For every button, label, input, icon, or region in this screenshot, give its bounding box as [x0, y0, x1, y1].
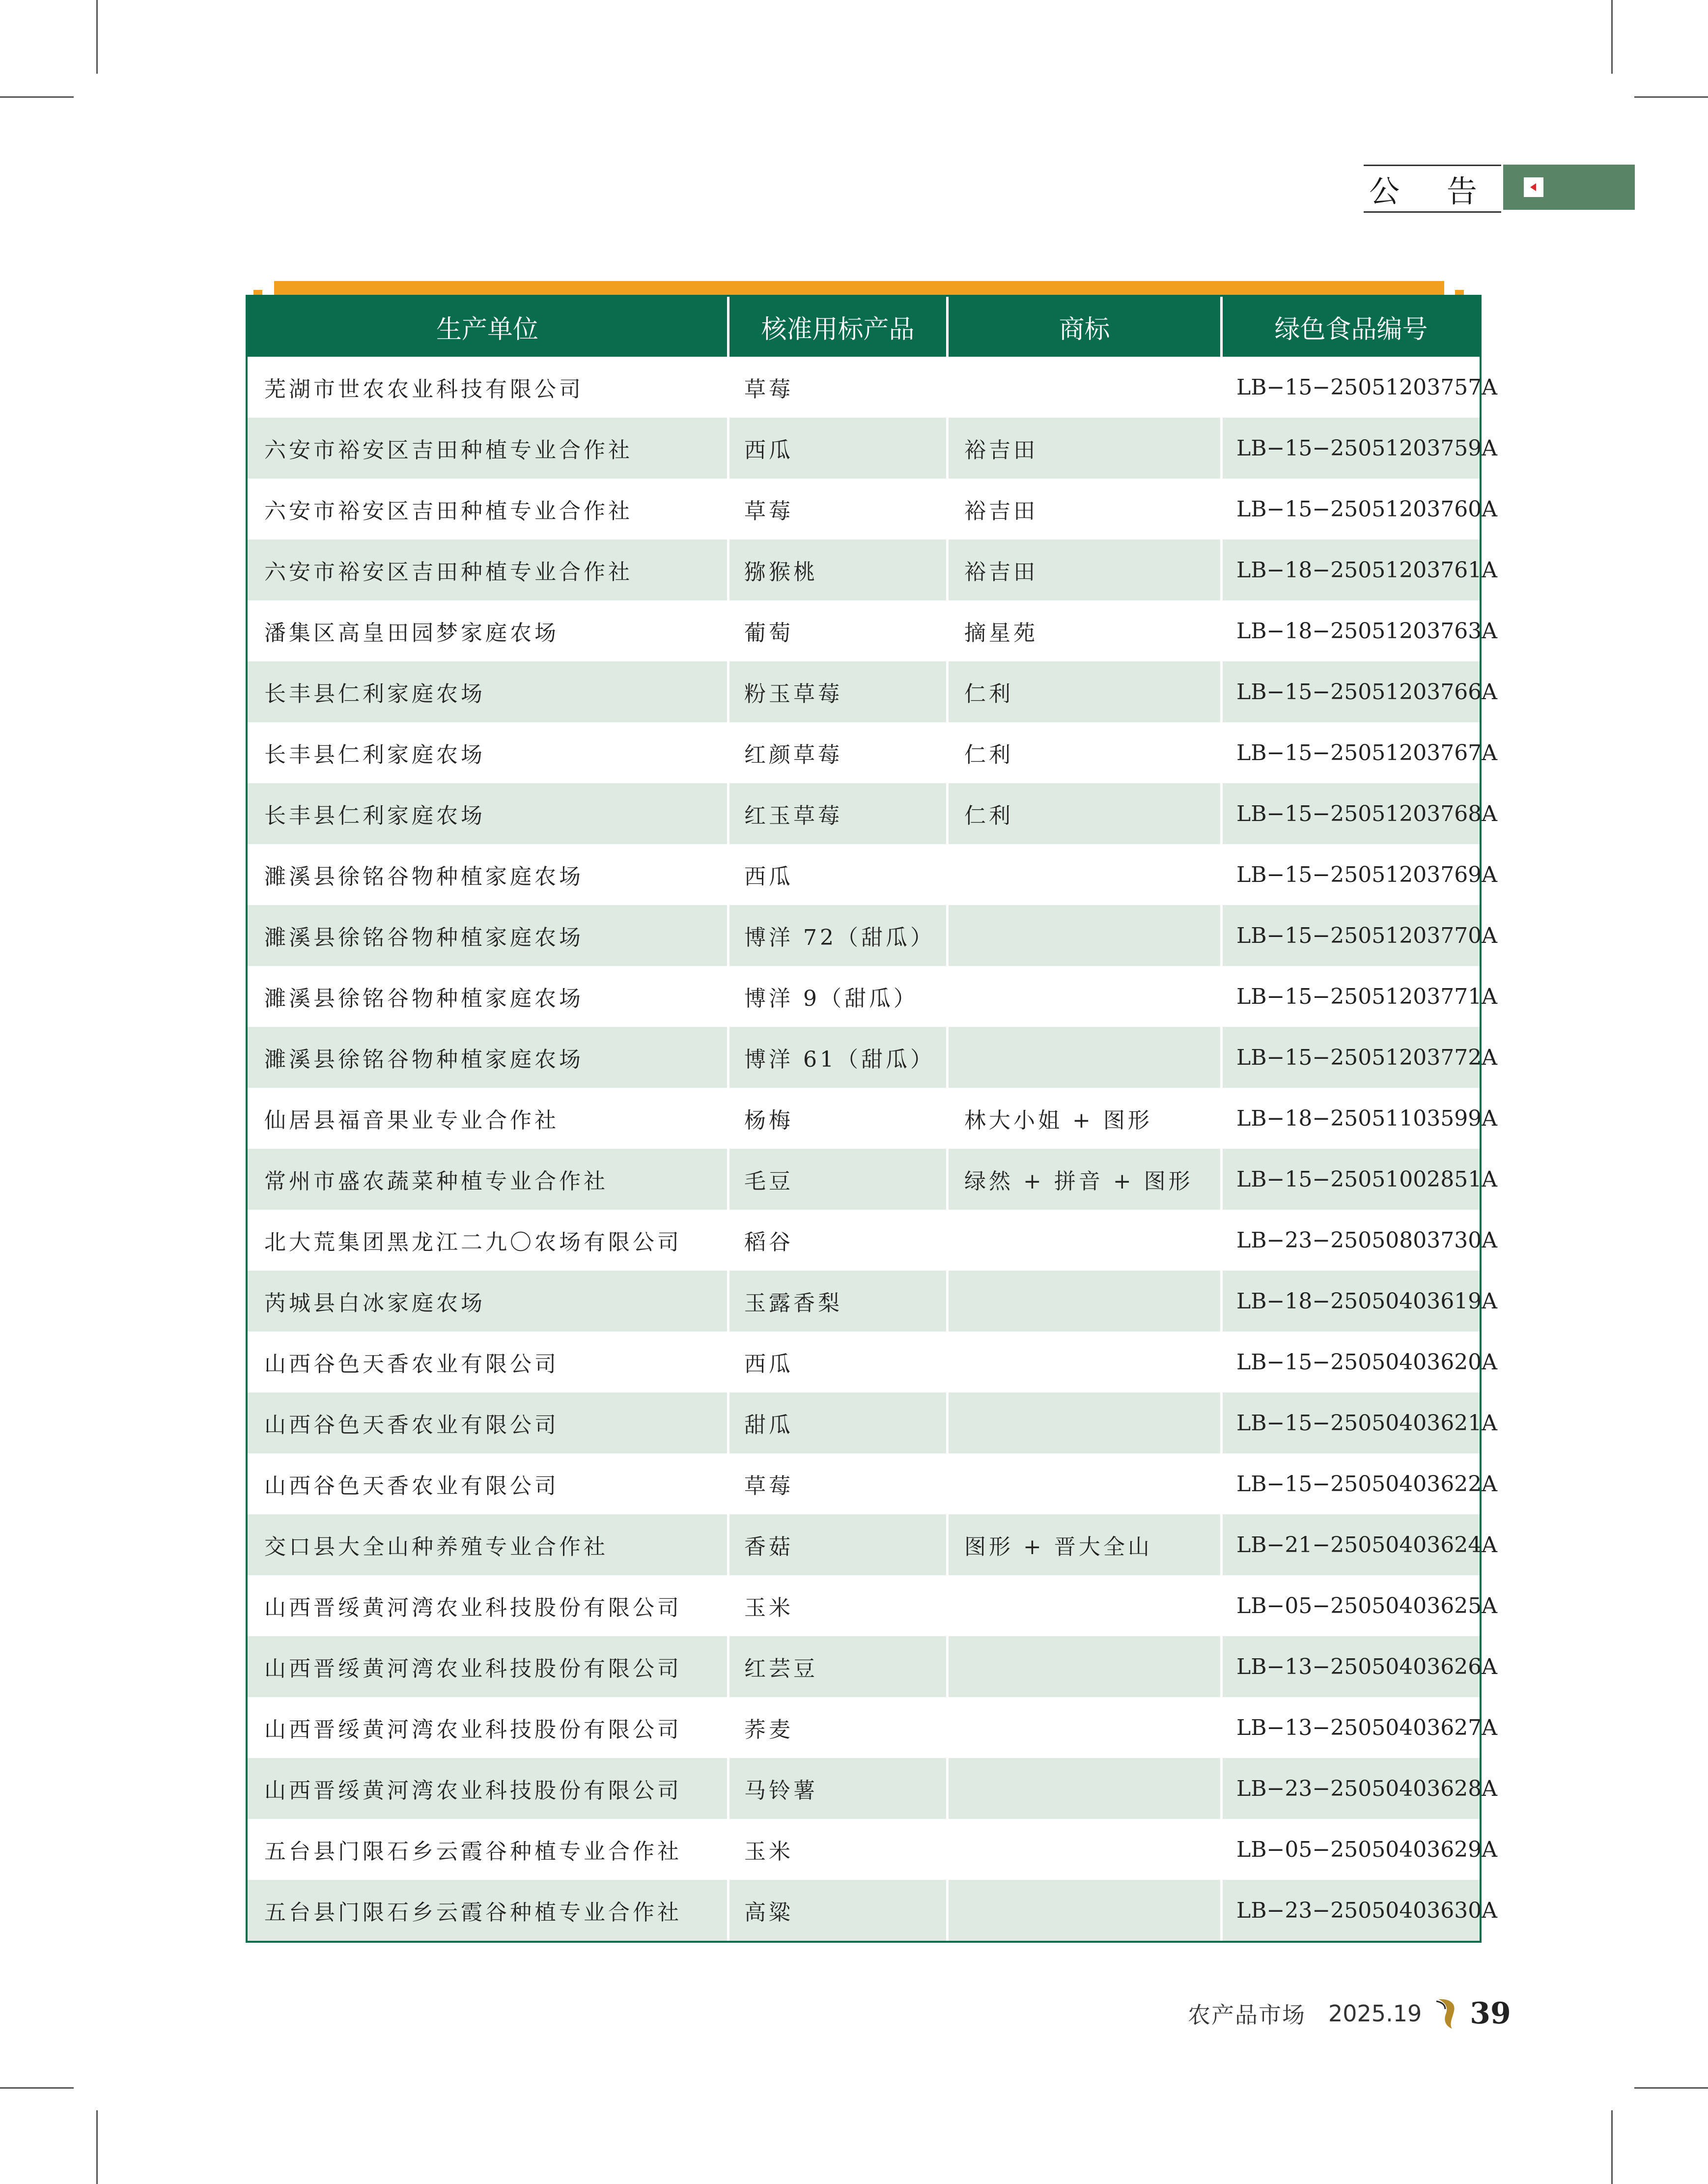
code-cell: LB−15−25051203772A [1220, 1027, 1480, 1088]
code-cell: LB−15−25051203760A [1220, 479, 1480, 539]
trademark-cell: 林大小姐 + 图形 [946, 1088, 1220, 1149]
table-row [248, 1514, 1497, 1575]
product-cell: 甜瓜 [727, 1392, 946, 1453]
code-cell: LB−15−25051203757A [1220, 357, 1480, 418]
code-cell: LB−15−25050403622A [1220, 1453, 1480, 1514]
producer-cell: 山西晋绥黄河湾农业科技股份有限公司 [264, 1656, 682, 1681]
trademark-cell [946, 1027, 1220, 1088]
trademark-cell: 仁利 [946, 722, 1220, 783]
producer-cell: 濉溪县徐铭谷物种植家庭农场 [264, 1047, 584, 1072]
code-cell: LB−15−25051203769A [1220, 844, 1480, 905]
producer-cell: 北大荒集团黑龙江二九〇农场有限公司 [264, 1230, 682, 1255]
table-row [248, 844, 1497, 905]
product-cell: 红玉草莓 [727, 783, 946, 844]
table-row [248, 905, 1497, 966]
code-cell: LB−15−25051203770A [1220, 905, 1480, 966]
table-row [248, 966, 1497, 1027]
code-cell: LB−05−25050403629A [1220, 1819, 1480, 1880]
producer-cell: 山西谷色天香农业有限公司 [264, 1413, 559, 1438]
producer-cell: 六安市裕安区吉田种植专业合作社 [264, 438, 633, 463]
code-cell: LB−23−25050403630A [1220, 1880, 1480, 1941]
trademark-cell [946, 357, 1220, 418]
trademark-cell: 裕吉田 [946, 539, 1220, 600]
table-row [248, 1210, 1497, 1271]
table-row [248, 1088, 1497, 1149]
table-row [248, 783, 1497, 844]
trademark-cell [946, 1758, 1220, 1819]
code-cell: LB−18−25051103599A [1220, 1088, 1480, 1149]
section-tab-bar [1503, 165, 1635, 210]
producer-cell: 山西晋绥黄河湾农业科技股份有限公司 [264, 1778, 682, 1803]
code-cell: LB−13−25050403627A [1220, 1697, 1480, 1758]
trademark-cell: 仁利 [946, 661, 1220, 722]
producer-cell: 濉溪县徐铭谷物种植家庭农场 [264, 986, 584, 1011]
crop-mark [0, 96, 74, 98]
producer-cell: 长丰县仁利家庭农场 [264, 681, 485, 707]
certification-table [246, 295, 1497, 1943]
product-cell: 博洋 9（甜瓜） [727, 966, 946, 1027]
wheat-logo-icon [1434, 1996, 1460, 2031]
code-cell: LB−15−25051203771A [1220, 966, 1480, 1027]
trademark-cell [946, 1819, 1220, 1880]
code-cell: LB−18−25051203761A [1220, 539, 1480, 600]
code-cell: LB−05−25050403625A [1220, 1575, 1480, 1636]
producer-cell: 濉溪县徐铭谷物种植家庭农场 [264, 864, 584, 889]
product-cell: 草莓 [727, 1453, 946, 1514]
table-row [248, 1819, 1497, 1880]
table-row [248, 418, 1497, 479]
product-cell: 博洋 72（甜瓜） [727, 905, 946, 966]
page-footer [1188, 1994, 1511, 2033]
trademark-cell [946, 844, 1220, 905]
product-cell: 草莓 [727, 479, 946, 539]
trademark-cell [946, 1575, 1220, 1636]
trademark-cell [946, 1453, 1220, 1514]
producer-cell: 交口县大全山种养殖专业合作社 [264, 1534, 608, 1560]
producer-cell: 常州市盛农蔬菜种植专业合作社 [264, 1169, 608, 1194]
product-cell: 西瓜 [727, 844, 946, 905]
trademark-cell [946, 1392, 1220, 1453]
issue-number: 2025.19 [1328, 2000, 1422, 2027]
trademark-cell [946, 1332, 1220, 1392]
product-cell: 博洋 61（甜瓜） [727, 1027, 946, 1088]
trademark-cell [946, 1636, 1220, 1697]
crop-mark [1611, 2110, 1613, 2184]
producer-cell: 潘集区高皇田园梦家庭农场 [264, 621, 559, 646]
producer-cell: 长丰县仁利家庭农场 [264, 803, 485, 828]
trademark-cell: 裕吉田 [946, 418, 1220, 479]
trademark-cell [946, 1880, 1220, 1941]
crop-mark [96, 2110, 98, 2184]
trademark-cell: 裕吉田 [946, 479, 1220, 539]
table-row [248, 1880, 1497, 1941]
table-row [248, 479, 1497, 539]
table-row [248, 1697, 1497, 1758]
product-cell: 草莓 [727, 357, 946, 418]
code-cell: LB−15−25050403621A [1220, 1392, 1480, 1453]
product-cell: 高粱 [727, 1880, 946, 1941]
producer-cell: 山西晋绥黄河湾农业科技股份有限公司 [264, 1595, 682, 1620]
trademark-cell: 摘星苑 [946, 600, 1220, 661]
product-cell: 猕猴桃 [727, 539, 946, 600]
product-cell: 杨梅 [727, 1088, 946, 1149]
code-cell: LB−18−25050403619A [1220, 1271, 1480, 1332]
crop-mark [1634, 2087, 1708, 2089]
producer-cell: 五台县门限石乡云霞谷种植专业合作社 [264, 1900, 682, 1925]
code-cell: LB−15−25051203767A [1220, 722, 1480, 783]
code-cell: LB−15−25051203759A [1220, 418, 1480, 479]
product-cell: 粉玉草莓 [727, 661, 946, 722]
column-header: 生产单位 [248, 297, 727, 357]
code-cell: LB−23−25050803730A [1220, 1210, 1480, 1271]
trademark-cell [946, 966, 1220, 1027]
product-cell: 玉米 [727, 1819, 946, 1880]
table-row [248, 1453, 1497, 1514]
crop-mark [0, 2087, 74, 2089]
product-cell: 红芸豆 [727, 1636, 946, 1697]
table-row [248, 1332, 1497, 1392]
table-row [248, 1271, 1497, 1332]
crop-mark [1634, 96, 1708, 98]
producer-cell: 山西晋绥黄河湾农业科技股份有限公司 [264, 1717, 682, 1742]
table-row [248, 1636, 1497, 1697]
table-row [248, 1149, 1497, 1210]
column-header: 商标 [946, 297, 1220, 357]
table-row [248, 722, 1497, 783]
table-row [248, 357, 1497, 418]
code-cell: LB−15−25050403620A [1220, 1332, 1480, 1392]
producer-cell: 芜湖市世农农业科技有限公司 [264, 377, 584, 402]
trademark-cell: 图形 + 晋大全山 [946, 1514, 1220, 1575]
producer-cell: 山西谷色天香农业有限公司 [264, 1352, 559, 1377]
magazine-name: 农产品市场 [1188, 2002, 1306, 2028]
table-row [248, 1027, 1497, 1088]
section-title: 公 告 [1364, 165, 1501, 213]
product-cell: 香菇 [727, 1514, 946, 1575]
crop-mark [1611, 0, 1613, 74]
table-row [248, 1392, 1497, 1453]
code-cell: LB−23−25050403628A [1220, 1758, 1480, 1819]
table-row [248, 661, 1497, 722]
table-top-accent [274, 281, 1444, 296]
trademark-cell [946, 905, 1220, 966]
code-cell: LB−18−25051203763A [1220, 600, 1480, 661]
code-cell: LB−15−25051002851A [1220, 1149, 1480, 1210]
producer-cell: 濉溪县徐铭谷物种植家庭农场 [264, 925, 584, 950]
producer-cell: 六安市裕安区吉田种植专业合作社 [264, 560, 633, 585]
code-cell: LB−15−25051203768A [1220, 783, 1480, 844]
producer-cell: 山西谷色天香农业有限公司 [264, 1474, 559, 1499]
table-row [248, 1575, 1497, 1636]
crop-mark [96, 0, 98, 74]
code-cell: LB−13−25050403626A [1220, 1636, 1480, 1697]
code-cell: LB−21−25050403624A [1220, 1514, 1480, 1575]
product-cell: 玉露香梨 [727, 1271, 946, 1332]
producer-cell: 仙居县福音果业专业合作社 [264, 1108, 559, 1133]
producer-cell: 五台县门限石乡云霞谷种植专业合作社 [264, 1839, 682, 1864]
table-body [248, 357, 1497, 1941]
column-header: 绿色食品编号 [1220, 297, 1480, 357]
product-cell: 荞麦 [727, 1697, 946, 1758]
trademark-cell: 绿然 + 拼音 + 图形 [946, 1149, 1220, 1210]
trademark-cell [946, 1697, 1220, 1758]
page-number: 39 [1470, 1996, 1511, 2031]
product-cell: 稻谷 [727, 1210, 946, 1271]
trademark-cell [946, 1271, 1220, 1332]
product-cell: 西瓜 [727, 1332, 946, 1392]
arrow-left-icon [1524, 177, 1543, 197]
table-row [248, 539, 1497, 600]
producer-cell: 六安市裕安区吉田种植专业合作社 [264, 499, 633, 524]
product-cell: 马铃薯 [727, 1758, 946, 1819]
product-cell: 红颜草莓 [727, 722, 946, 783]
column-header: 核准用标产品 [727, 297, 946, 357]
product-cell: 葡萄 [727, 600, 946, 661]
code-cell: LB−15−25051203766A [1220, 661, 1480, 722]
producer-cell: 长丰县仁利家庭农场 [264, 742, 485, 767]
table-row [248, 600, 1497, 661]
product-cell: 毛豆 [727, 1149, 946, 1210]
product-cell: 西瓜 [727, 418, 946, 479]
trademark-cell [946, 1210, 1220, 1271]
table-row [248, 1758, 1497, 1819]
table-header [248, 297, 1480, 357]
product-cell: 玉米 [727, 1575, 946, 1636]
trademark-cell: 仁利 [946, 783, 1220, 844]
producer-cell: 芮城县白冰家庭农场 [264, 1291, 485, 1316]
